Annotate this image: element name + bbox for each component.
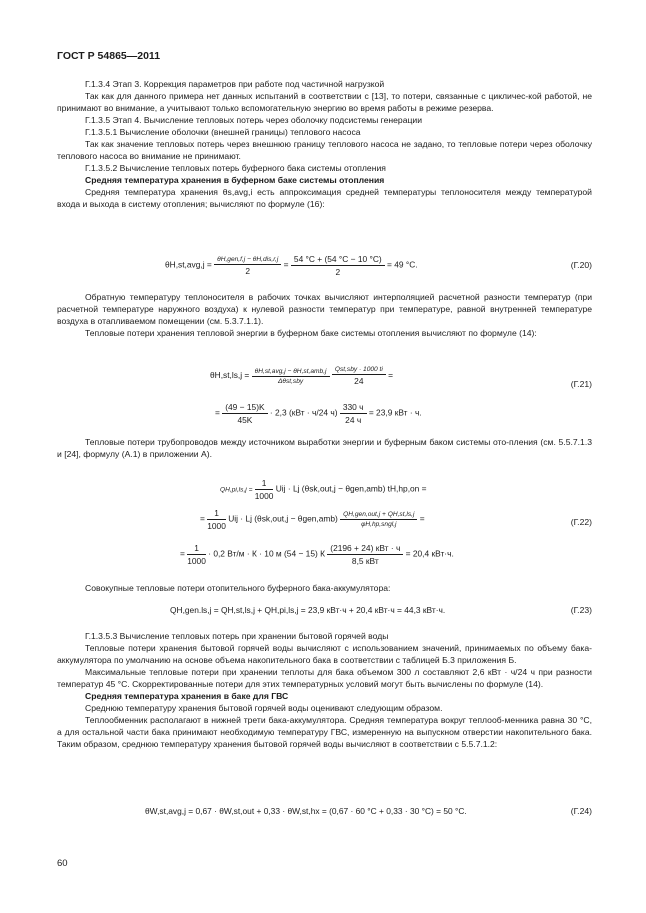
- formula-g23: QH,gen.ls,j = QH,st,ls,j + QH,pi,ls,j = 23,9 кВт·ч + 20,4 кВт·ч = 44,3 кВт·ч.: [170, 605, 446, 615]
- equation-number-g23: (Г.23): [570, 605, 592, 615]
- document-body-5: [57, 630, 592, 750]
- subheading-dhw-storage-temp: Средняя температура хранения в баке для ГВС: [85, 691, 289, 701]
- equation-number-g20: (Г.20): [570, 260, 592, 270]
- subheading-buffer-storage-temp: Средняя температура хранения в буферном баке системы отопления: [85, 175, 385, 185]
- paragraph: Так как для данного примера нет данных испытаний в соответствии с [13], то потери, связанные с цикличес-кой работой, не принимают во внимание, а учитывают только вспомогательную энергию во время работы в режиме резерва.: [57, 91, 592, 113]
- paragraph: Тепловые потери хранения тепловой энергии в буферном баке системы отопления вычисляют по формуле (14):: [85, 328, 537, 338]
- paragraph: Так как значение тепловых потерь через внешнюю границу теплового насоса не задано, то тепловые потери через оболочку теплового насоса во внимание не принимают.: [57, 139, 592, 161]
- section-g135-title: Г.1.3.5 Этап 4. Вычисление тепловых потерь через оболочку подсистемы генерации: [85, 115, 423, 125]
- standard-header: ГОСТ Р 54865—2011: [57, 50, 161, 62]
- document-body-4: [57, 582, 592, 594]
- formula-g20-rhs: = 49 °C.: [387, 259, 418, 270]
- formula-g20-frac2: $\frac{54 ^\circ C + (54 ^\circ C - 10 ^\circ C)}{2}$: [291, 254, 385, 277]
- document-body-3: [57, 436, 592, 460]
- paragraph: Обратную температуру теплоносителя в рабочих точках вычисляют интерполяцией расчетной разности температур (при расчетной температуре наружного воздуха) к нулевой разности температур при температуре, равной внутренней температуре воздуха в отапливаемом помещении (см. 5.3.7.1.1).: [57, 292, 592, 326]
- paragraph: Средняя температура хранения θs,avg,i есть аппроксимация средней температуры теплоносителя между температурой входа и выхода в систему отопления; вычисляют по формуле (16):: [57, 187, 592, 209]
- paragraph: Тепловые потери трубопроводов между источником выработки энергии и буферным баком системы ото-пления (см. 5.5.7.1.3 и [24], формулу (А.1) в приложении А).: [57, 437, 592, 459]
- page-number: 60: [57, 858, 68, 869]
- formula-g22-frac3: $\frac{\text{QH,gen,out,j + QH,st,ls,j}}{\text{φH,hp,sngl,j}}$: [340, 511, 417, 528]
- formula-g24: θW,st,avg,j = 0,67 · θW,st,out + 0,33 · θW,st,hx = (0,67 · 60 °C + 0,33 · 30 °C) = 50 °C.: [145, 806, 467, 816]
- formula-g21-frac3: $\frac{(49 - 15)K}{45K}$: [222, 402, 267, 425]
- formula-g22-frac4: $\frac{1}{1000}$: [187, 543, 206, 566]
- paragraph: Максимальные тепловые потери при хранении теплоты для бака объемом 300 л составляют 2,6 кВт · ч/24 ч при разности температур 45 °C. Скорректированные потери для этих температурных условий могут быть вычислены по формуле (14).: [57, 667, 592, 689]
- formula-g21-frac2: $\frac{\text{Qst,sby · 1000 ti}}{24}$: [332, 366, 386, 386]
- formula-g22-line3: = $\frac{1}{1000}$ · 0,2 Вт/м · К · 10 м (54 − 15) К $\frac{\text{(2196 + 24) кВт · ч}}{\text{8,5 кВт}}$ = 20,4 кВт·ч.: [180, 543, 454, 566]
- formula-g20: θH,st,avg,j = $\frac{\text{θH,gen,f,j − θH,dis,r,j}}{2}$ = $\frac{54 ^\circ C + (54 ^\circ C - 10 ^\circ C)}{2}$ = 49 °C.: [165, 254, 418, 277]
- formula-g21-frac1: $\frac{\text{θH,st,avg,j − θH,st,amb,j}}{\text{Δθst,sby}}$: [252, 368, 330, 385]
- section-g1351-title: Г.1.3.5.1 Вычисление оболочки (внешней границы) теплового насоса: [85, 127, 361, 137]
- paragraph: Среднюю температуру хранения бытовой горячей воды оценивают следующим образом.: [85, 703, 443, 713]
- section-g134-title: Г.1.3.4 Этап 3. Коррекция параметров при работе под частичной нагрузкой: [85, 79, 385, 89]
- document-body-2: [57, 291, 592, 339]
- section-g1352-title: Г.1.3.5.2 Вычисление тепловых потерь буферного бака системы отопления: [85, 163, 386, 173]
- document-body: [57, 78, 592, 210]
- equation-number-g21: (Г.21): [570, 379, 592, 389]
- paragraph: Тепловые потери хранения бытовой горячей воды вычисляют с использованием значений, принимаемых по объему бака-аккумулятора по умолчанию на основе объема накопительного бака в соответствии с таблицей Б.3 приложения Б.: [57, 643, 592, 665]
- formula-g22-frac1: $\frac{1}{1000}$: [254, 478, 274, 501]
- formula-g22-frac2: $\frac{1}{1000}$: [207, 508, 226, 531]
- formula-g22-line2: = $\frac{1}{1000}$ Uij · Lj (θsk,out,j − θgen,amb) $\frac{\text{QH,gen,out,j + QH,st,ls,j}}{\text{φH,hp,sngl,j}}$ =: [200, 508, 425, 531]
- formula-g20-lhs: θH,st,avg,j =: [165, 259, 212, 270]
- formula-g21-frac4: $\frac{330 ч}{24 ч}$: [340, 402, 367, 425]
- formula-g22-line1: QH,pi,ls,j = $\frac{1}{1000}$ Uij · Lj (θsk,out,j − θgen,amb) tH,hp,on =: [220, 478, 427, 501]
- paragraph: Теплообменник располагают в нижней трети бака-аккумулятора. Средняя температура вокруг теплооб-менника равна 30 °C, а для остальной части бака принимают необходимую температуру ГВС, измеренную на выпускном отверстии накопительного бака. Таким образом, среднюю температуру хранения бытовой горячей воды вычисляют в соответствии с 5.5.7.1.2:: [57, 715, 592, 749]
- section-g1353-title: Г.1.3.5.3 Вычисление тепловых потерь при хранении бытовой горячей воды: [85, 631, 389, 641]
- formula-g21-line1: θH,st,ls,j = $\frac{\text{θH,st,avg,j − θH,st,amb,j}}{\text{Δθst,sby}}$ $\frac{\text{Qst,sby · 1000 ti}}{24}$ =: [210, 366, 394, 386]
- formula-g21-line2: = $\frac{(49 - 15)K}{45K}$ · 2,3 (кВт · ч/24 ч) $\frac{330 ч}{24 ч}$ = 23,9 кВт · ч.: [215, 402, 422, 425]
- formula-g22-frac5: $\frac{\text{(2196 + 24) кВт · ч}}{\text{8,5 кВт}}$: [327, 543, 403, 566]
- formula-g20-frac1: $\frac{\text{θH,gen,f,j − θH,dis,r,j}}{2}$: [214, 256, 281, 276]
- equation-number-g22: (Г.22): [570, 517, 592, 527]
- paragraph: Совокупные тепловые потери отопительного буферного бака-аккумулятора:: [85, 583, 391, 593]
- equation-number-g24: (Г.24): [570, 806, 592, 816]
